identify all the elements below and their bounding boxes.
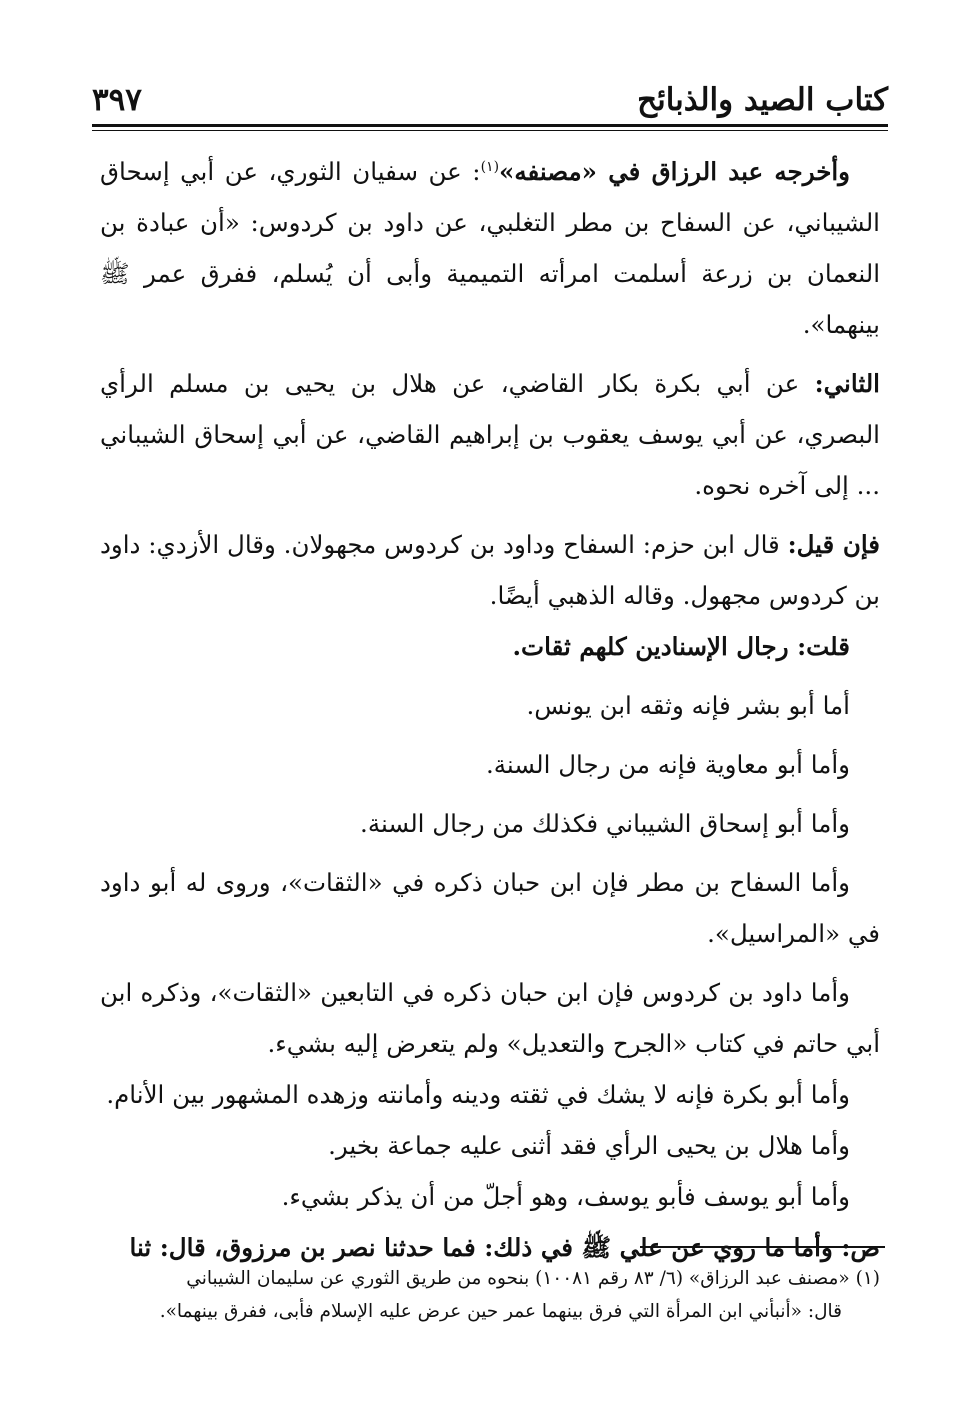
footnote-line-1: (١) «مصنف عبد الرزاق» (٦/ ٨٣ رقم ١٠٠٨١) بنحوه من طريق الثوري عن سليمان الشيباني [186, 1268, 880, 1289]
header-rule [92, 124, 888, 131]
running-title: كتاب الصيد والذبائح [637, 82, 888, 118]
paragraph-2-text: عن أبي بكرة بكار القاضي، عن هلال بن يحيى بن مسلم الرأي البصري، عن أبي يوسف يعقوب بن إبراهيم القاضي، عن أبي إسحاق الشيباني ... إلى آخره نحوه. [100, 369, 880, 500]
footnote [100, 1262, 880, 1328]
paragraph-2 [100, 358, 880, 511]
paragraph-3-text: قال ابن حزم: السفاح وداود بن كردوس مجهولان. وقال الأزدي: داود بن كردوس مجهول. وقاله الذهبي أيضًا. [100, 530, 880, 610]
paragraph-11: وأما هلال بن يحيى الرأي فقد أثنى عليه جماعة بخير. [328, 1131, 850, 1160]
paragraph-12: وأما أبو يوسف فأبو يوسف، وهو أجلّ من أن يذكر بشيء. [281, 1182, 850, 1211]
footnote-rule [640, 1246, 885, 1248]
paragraph-8: وأما السفاح بن مطر فإن ابن حبان ذكره في «الثقات»، وروى له أبو داود في «المراسيل». [100, 868, 880, 948]
paragraph-7: وأما أبو إسحاق الشيباني فكذلك من رجال السنة. [360, 809, 850, 838]
paragraph-4: قلت: رجال الإسنادين كلهم ثقات. [512, 632, 850, 661]
paragraph-6: وأما أبو معاوية فإنه من رجال السنة. [485, 750, 850, 779]
page-number: ٣٩٧ [92, 82, 142, 118]
paragraph-3 [100, 519, 880, 621]
paragraph-10: وأما أبو بكرة فإنه لا يشك في ثقته ودينه وأمانته وزهده المشهور بين الأنام. [106, 1080, 850, 1109]
paragraph-13: ص: وأما ما روي عن علي ﷺ في ذلك: فما حدثنا نصر بن مرزوق، قال: ثنا [129, 1233, 880, 1262]
paragraph-1-text: : عن سفيان الثوري، عن أبي إسحاق الشيباني، عن السفاح بن مطر التغلبي، عن داود بن كردوس: «أن عبادة بن النعمان بن زرعة أسلمت امرأته التميمية وأبى أن يُسلم، ففرق عمر ﷺ بينهما». [100, 157, 880, 339]
paragraph-1-lead: وأخرجه عبد الرزاق في «مصنفه» [499, 157, 850, 186]
paragraph-5: أما أبو بشر فإنه وثقه ابن يونس. [526, 691, 850, 720]
main-text [100, 146, 880, 1273]
paragraph-2-lead: الثاني: [814, 369, 880, 398]
paragraph-1 [100, 146, 880, 350]
paragraph-9: وأما داود بن كردوس فإن ابن حبان ذكره في التابعين «الثقات»، وذكره ابن أبي حاتم في كتاب «الجرح والتعديل» ولم يتعرض إليه بشيء. [100, 978, 880, 1058]
footnote-line-2: قال: «أنبأني ابن المرأة التي فرق بينهما عمر حين عرض عليه الإسلام فأبى، ففرق بينهما». [159, 1301, 842, 1322]
footnote-reference: (١) [480, 158, 500, 175]
paragraph-3-lead: فإن قيل: [787, 530, 880, 559]
page-header [92, 78, 888, 122]
